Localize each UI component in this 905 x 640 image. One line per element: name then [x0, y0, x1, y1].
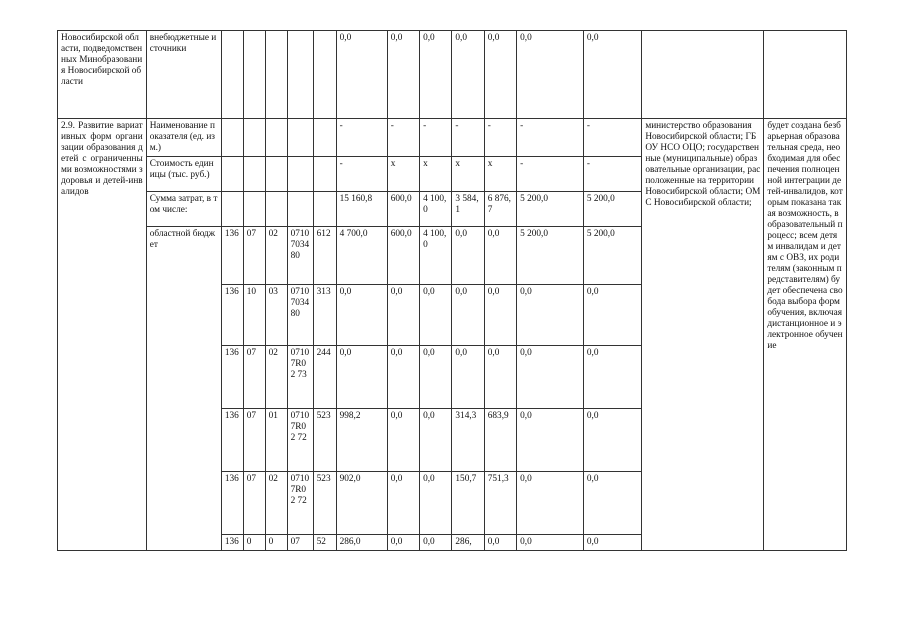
value-cell: 286,0	[336, 535, 387, 551]
value-cell: 902,0	[336, 472, 387, 535]
value-cell: -	[420, 119, 452, 157]
value-cell: 4 700,0	[336, 227, 387, 285]
value-cell: -	[336, 119, 387, 157]
vr-cell: 523	[313, 472, 336, 535]
value-cell: 0,0	[420, 346, 452, 409]
expected-result-cell: будет создана безбарьерная образовательная среда, необходимая для обеспечения полноценной интеграции детей-инвалидов, которым показана такая возможность, в образовательный процесс; всем детям инвалидам и детям с ОВЗ, их родителям (законным представителям) будет обеспечена свобода выбора форм обучения, включая дистанционное и электронное обучение	[764, 119, 847, 551]
value-cell: 0,0	[484, 535, 516, 551]
value-cell: 0,0	[387, 535, 419, 551]
value-cell: 0,0	[420, 31, 452, 119]
value-cell: 4 100,0	[420, 192, 452, 227]
value-cell: 286,	[452, 535, 484, 551]
value-cell: 0,0	[583, 31, 641, 119]
value-cell: 0,0	[420, 285, 452, 346]
value-cell: 3 584,1	[452, 192, 484, 227]
rz-cell: 07	[243, 346, 265, 409]
value-cell: 0,0	[517, 409, 584, 472]
value-cell: 0,0	[583, 409, 641, 472]
grbs-cell: 136	[221, 409, 243, 472]
value-cell: 751,3	[484, 472, 516, 535]
value-cell: 0,0	[420, 472, 452, 535]
vr-cell: 523	[313, 409, 336, 472]
value-cell: -	[387, 119, 419, 157]
value-cell: 5 200,0	[583, 227, 641, 285]
value-cell: 0,0	[452, 31, 484, 119]
table-row	[58, 31, 847, 119]
responsible-cell: министерство образования Новосибирской области; ГБОУ НСО ОЦО; государственные (муниципальные) образовательные организации, расположенные на территории Новосибирской области; ОМС Новосибирской области;	[642, 119, 764, 551]
executor-cell: Новосибирской области, подведомственных Минобразования Новосибирской области	[58, 31, 147, 119]
pr-cell: 01	[265, 409, 287, 472]
value-cell: 0,0	[583, 285, 641, 346]
value-cell: 0,0	[452, 285, 484, 346]
vr-cell: 612	[313, 227, 336, 285]
csr-cell: 07107034 80	[287, 285, 313, 346]
value-cell: 150,7	[452, 472, 484, 535]
value-cell: 0,0	[387, 409, 419, 472]
value-cell: 0,0	[336, 31, 387, 119]
source-cell: внебюджетные источники	[146, 31, 221, 119]
pr-cell: 0	[265, 535, 287, 551]
csr-cell: 07	[287, 535, 313, 551]
value-cell: 0,0	[387, 346, 419, 409]
rz-cell: 07	[243, 227, 265, 285]
value-cell: 0,0	[517, 285, 584, 346]
value-cell: 5 200,0	[583, 192, 641, 227]
rz-cell: 0	[243, 535, 265, 551]
value-cell: 0,0	[484, 285, 516, 346]
value-cell: 4 100,0	[420, 227, 452, 285]
indicator-label: Сумма затрат, в том числе:	[146, 192, 221, 227]
value-cell: -	[583, 157, 641, 192]
value-cell: 0,0	[452, 227, 484, 285]
grbs-cell: 136	[221, 535, 243, 551]
value-cell: 0,0	[517, 346, 584, 409]
value-cell: 314,3	[452, 409, 484, 472]
rz-cell: 10	[243, 285, 265, 346]
value-cell: 600,0	[387, 192, 419, 227]
grbs-cell: 136	[221, 472, 243, 535]
value-cell: х	[387, 157, 419, 192]
value-cell: 0,0	[583, 472, 641, 535]
vr-cell: 244	[313, 346, 336, 409]
value-cell: 6 876,7	[484, 192, 516, 227]
pr-cell: 02	[265, 346, 287, 409]
grbs-cell: 136	[221, 227, 243, 285]
value-cell: х	[420, 157, 452, 192]
pr-cell: 03	[265, 285, 287, 346]
value-cell: 15 160,8	[336, 192, 387, 227]
csr-cell: 07107034 80	[287, 227, 313, 285]
value-cell: 0,0	[336, 285, 387, 346]
grbs-cell: 136	[221, 346, 243, 409]
value-cell: 0,0	[583, 535, 641, 551]
value-cell: 0,0	[387, 31, 419, 119]
indicator-label: Стоимость единицы (тыс. руб.)	[146, 157, 221, 192]
rz-cell: 07	[243, 409, 265, 472]
value-cell: 0,0	[583, 346, 641, 409]
value-cell: -	[517, 157, 584, 192]
indicator-label: Наименование показателя (ед. изм.)	[146, 119, 221, 157]
value-cell: 5 200,0	[517, 192, 584, 227]
value-cell: 0,0	[387, 285, 419, 346]
value-cell: 0,0	[517, 31, 584, 119]
value-cell: х	[484, 157, 516, 192]
value-cell: 5 200,0	[517, 227, 584, 285]
value-cell: 998,2	[336, 409, 387, 472]
value-cell: -	[336, 157, 387, 192]
csr-cell: 07107R02 72	[287, 409, 313, 472]
value-cell: 600,0	[387, 227, 419, 285]
value-cell: 0,0	[517, 472, 584, 535]
value-cell: -	[517, 119, 584, 157]
grbs-cell: 136	[221, 285, 243, 346]
value-cell: 0,0	[387, 472, 419, 535]
pr-cell: 02	[265, 472, 287, 535]
value-cell: 683,9	[484, 409, 516, 472]
value-cell: -	[452, 119, 484, 157]
vr-cell: 313	[313, 285, 336, 346]
value-cell: -	[484, 119, 516, 157]
value-cell: 0,0	[484, 227, 516, 285]
value-cell: 0,0	[336, 346, 387, 409]
value-cell: 0,0	[517, 535, 584, 551]
value-cell: х	[452, 157, 484, 192]
csr-cell: 07107R02 73	[287, 346, 313, 409]
measure-title: 2.9. Развитие вариативных форм организации образования детей с ограниченными возможностями здоровья и детей-инвалидов	[58, 119, 147, 551]
budget-table	[57, 30, 847, 551]
table-row	[58, 119, 847, 157]
value-cell: 0,0	[484, 31, 516, 119]
value-cell: 0,0	[420, 409, 452, 472]
value-cell: -	[583, 119, 641, 157]
value-cell: 0,0	[452, 346, 484, 409]
value-cell: 0,0	[484, 346, 516, 409]
vr-cell: 52	[313, 535, 336, 551]
csr-cell: 07107R02 72	[287, 472, 313, 535]
value-cell: 0,0	[420, 535, 452, 551]
rz-cell: 07	[243, 472, 265, 535]
pr-cell: 02	[265, 227, 287, 285]
budget-label: областной бюджет	[146, 227, 221, 551]
